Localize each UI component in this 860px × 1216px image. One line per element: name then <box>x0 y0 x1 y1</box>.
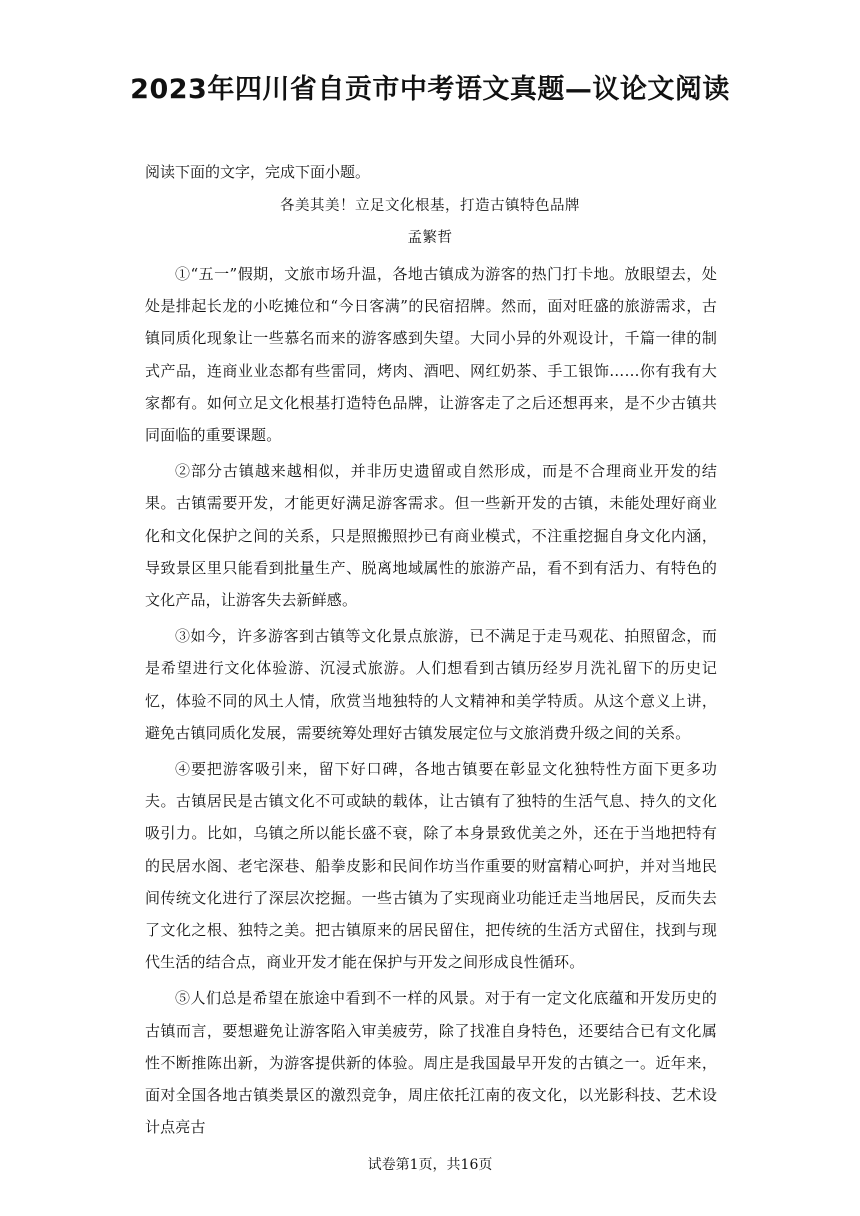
paragraph-1: ①“五一”假期，文旅市场升温，各地古镇成为游客的热门打卡地。放眼望去，处处是排起长龙的小吃摊位和“今日客满”的民宿招牌。然而，面对旺盛的旅游需求，古镇同质化现象让一些慕名而来的游客感到失望。大同小异的外观设计，千篇一律的制式产品，连商业业态都有些雷同，烤肉、酒吧、网红奶茶、手工银饰……你有我有大家都有。如何立足文化根基打造特色品牌，让游客走了之后还想再来，是不少古镇共同面临的重要课题。 <box>145 265 717 445</box>
reading-instruction: 阅读下面的文字，完成下面小题。 <box>145 163 371 181</box>
paragraph-2: ②部分古镇越来越相似，并非历史遗留或自然形成，而是不合理商业开发的结果。古镇需要开发，才能更好满足游客需求。但一些新开发的古镇，未能处理好商业化和文化保护之间的关系，只是照搬照抄已有商业模式，不注重挖掘自身文化内涵，导致景区里只能看到批量生产、脱离地域属性的旅游产品，看不到有活力、有特色的文化产品，让游客失去新鲜感。 <box>145 462 717 610</box>
article-title: 各美其美！立足文化根基，打造古镇特色品牌 <box>280 198 580 214</box>
paragraph-3: ③如今，许多游客到古镇等文化景点旅游，已不满足于走马观花、拍照留念，而是希望进行文化体验游、沉浸式旅游。人们想看到古镇历经岁月洗礼留下的历史记忆，体验不同的风土人情，欣赏当地独特的人文精神和美学特质。从这个意义上讲，避免古镇同质化发展，需要统筹处理好古镇发展定位与文旅消费升级之间的关系。 <box>145 627 717 742</box>
paragraph-4: ④要把游客吸引来，留下好口碑，各地古镇要在彰显文化独特性方面下更多功夫。古镇居民是古镇文化不可或缺的载体，让古镇有了独特的生活气息、持久的文化吸引力。比如，乌镇之所以能长盛不衰，除了本身景致优美之外，还在于当地把特有的民居水阁、老宅深巷、船拳皮影和民间作坊当作重要的财富精心呵护，并对当地民间传统文化进行了深层次挖掘。一些古镇为了实现商业功能迁走当地居民，反而失去了文化之根、独特之美。把古镇原来的居民留住，把传统的生活方式留住，找到与现代生活的结合点，商业开发才能在保护与开发之间形成良性循环。 <box>145 760 717 972</box>
paragraph-5: ⑤人们总是希望在旅途中看到不一样的风景。对于有一定文化底蕴和开发历史的古镇而言，要想避免让游客陷入审美疲劳，除了找准自身特色，还要结合已有文化属性不断推陈出新，为游客提供新的体验。周庄是我国最早开发的古镇之一。近年来，面对全国各地古镇类景区的激烈竞争，周庄依托江南的夜文化，以光影科技、艺术设计点亮古 <box>145 989 717 1137</box>
article-body <box>145 258 717 1147</box>
article-author: 孟繁哲 <box>407 230 453 246</box>
page-footer: 试卷第1页，共16页 <box>367 1157 493 1173</box>
document-title: 2023年四川省自贡市中考语文真题—议论文阅读 <box>130 74 730 105</box>
